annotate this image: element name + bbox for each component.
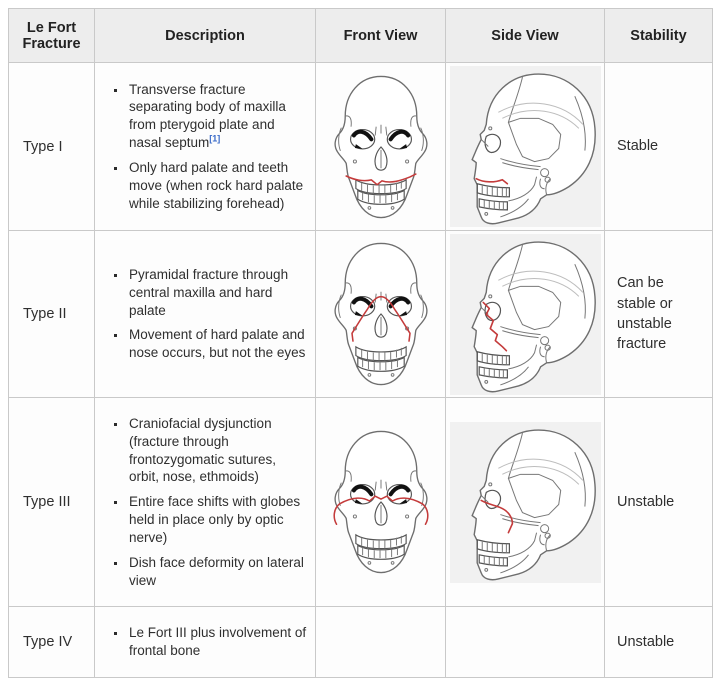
description-cell <box>95 398 316 607</box>
description-bullet <box>127 554 309 590</box>
description-bullet <box>127 159 309 212</box>
bullet-text: Dish face deformity on lateral view <box>129 554 304 588</box>
description-bullet <box>127 493 309 546</box>
skull-side-icon <box>450 66 601 227</box>
bullet-text: Le Fort III plus involvement of frontal bone <box>129 625 307 659</box>
description-cell <box>95 231 316 398</box>
header-row <box>9 9 713 63</box>
bullet-text: Transverse fracture separating body of maxilla from pterygoid plate and nasal septum <box>129 81 286 151</box>
type-label: Type I <box>9 63 95 231</box>
bullet-text: Only hard palate and teeth move (when rock hard palate while stabilizing forehead) <box>129 159 304 211</box>
type-label: Type II <box>9 231 95 398</box>
description-bullet <box>127 624 309 660</box>
description-bullet <box>127 415 309 486</box>
type-label: Type III <box>9 398 95 607</box>
description-bullet <box>127 326 309 362</box>
front-view-cell <box>316 231 446 398</box>
description-bullet <box>127 266 309 319</box>
header-stability: Stability <box>605 9 713 63</box>
description-cell <box>95 607 316 678</box>
side-view-cell <box>446 63 605 231</box>
side-view-cell <box>446 231 605 398</box>
stability-value: Unstable <box>605 398 713 607</box>
description-list <box>99 81 309 213</box>
skull-side-icon <box>450 422 601 583</box>
header-lefort-fracture: Le Fort Fracture <box>9 9 95 63</box>
description-cell <box>95 63 316 231</box>
type-label: Type IV <box>9 607 95 678</box>
row-type-iii <box>9 398 713 607</box>
row-type-i <box>9 63 713 231</box>
description-list <box>99 415 309 589</box>
row-type-iv <box>9 607 713 678</box>
header-front-view: Front View <box>316 9 446 63</box>
description-bullet <box>127 81 309 152</box>
skull-front-icon <box>323 69 439 225</box>
header-side-view: Side View <box>446 9 605 63</box>
header-description: Description <box>95 9 316 63</box>
lefort-fracture-table <box>8 8 713 678</box>
stability-value: Stable <box>605 63 713 231</box>
skull-front-icon <box>323 424 439 580</box>
stability-value: Unstable <box>605 607 713 678</box>
bullet-text: Craniofacial dysjunction (fracture through frontozygomatic sutures, orbit, nose, ethmoids) <box>129 416 277 485</box>
side-view-cell <box>446 398 605 607</box>
front-view-cell <box>316 63 446 231</box>
bullet-text: Pyramidal fracture through central maxilla and hard palate <box>129 266 289 318</box>
description-list <box>99 266 309 362</box>
bullet-text: Entire face shifts with globes held in place only by optic nerve) <box>129 494 301 545</box>
front-view-cell <box>316 398 446 607</box>
citation-link[interactable]: [1] <box>209 133 221 144</box>
side-view-cell-empty <box>446 607 605 678</box>
stability-value: Can be stable or unstable fracture <box>605 231 713 398</box>
bullet-text: Movement of hard palate and nose occurs, but not the eyes <box>129 327 306 361</box>
front-view-cell-empty <box>316 607 446 678</box>
skull-front-icon <box>323 236 439 392</box>
description-list <box>99 624 309 660</box>
skull-side-icon <box>450 234 601 395</box>
row-type-ii <box>9 231 713 398</box>
